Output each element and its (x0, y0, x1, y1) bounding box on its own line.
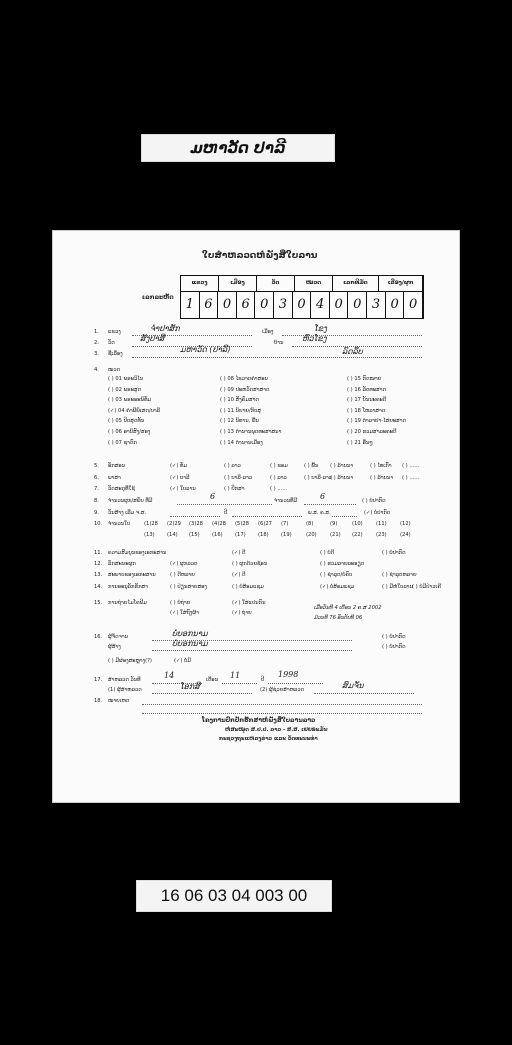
code-header: ເລກທີມັດ (333, 276, 379, 291)
field-number: 16. (94, 634, 103, 640)
code-digit: 6 (237, 292, 256, 318)
checkbox-option: ( ) ບໍ່ສ້ອມແຊມ (232, 584, 264, 590)
checkbox-option: ( ) ຂອມ (270, 463, 288, 469)
field-label: ອັກສອນ (108, 463, 126, 469)
checkbox-option: ( ) ບໍ່ມີປ່າວເຄີ (412, 584, 442, 590)
leaf-count-cell: (8) (306, 521, 314, 527)
leaf-count-cell: (23) (376, 532, 387, 538)
checkbox-option: ( ) ລາວ (270, 475, 287, 481)
checkbox-option: ( ) ມີຫໍໃບລານ (382, 584, 413, 590)
leaf-count-cell: (12) (400, 521, 411, 527)
leaf-count-cell: (16) (212, 532, 223, 538)
leaf-count-cell: (9) (330, 521, 338, 527)
checkbox-option: ( ) ໄທເກົ່າ (370, 463, 392, 469)
leaf-count-cell: (10) (352, 521, 363, 527)
checkbox-option: ( ) ບາລີ-ລາວ (224, 475, 253, 481)
era-label: ພ.ສ. ຄ.ສ. (308, 510, 331, 516)
category-option: ( ) 05 ປິດສູດທັນ (108, 418, 145, 425)
leaf-count-cell: (22) (352, 532, 363, 538)
scribe-label: ຜູ້ຈຶດຈານ (108, 634, 129, 640)
bundle-count-value: 6 (210, 492, 216, 501)
field-label: ວັດສະດຸທີ່ໃຊ້ (108, 486, 135, 492)
code-digit: 0 (330, 292, 349, 318)
leaf-count-cell: (2)29 (167, 521, 181, 527)
code-digit: 0 (349, 292, 368, 318)
footer-org: ໂຄງການປົກປັກຮັກສາຫໍພັງສືໃບລານລາວ (202, 717, 316, 724)
checkbox-option: ( ) ລ້ານນາ (330, 463, 354, 469)
remarks-label: ໝາຍເຫດ (108, 698, 130, 704)
story-title-value: ມຫາວັດ (ປາລີ) (180, 345, 231, 354)
code-digit: 0 (293, 292, 312, 318)
field-number: 7. (94, 486, 99, 492)
code-digit: 0 (386, 292, 405, 318)
checkbox-option: ( ) ...... (402, 463, 420, 469)
leaf-count-cell: (11) (376, 521, 387, 527)
field-label: ການຖ່າຍໄມໂຄຟີມ (108, 600, 147, 606)
field-number: 18. (94, 698, 103, 704)
code-digit: 4 (311, 292, 330, 318)
leaf-count-cell: (6)27 (258, 521, 272, 527)
field-number: 8. (94, 498, 99, 504)
category-option: (✓) 04 ຄຳພີພິເສດ/ບາລີ (108, 407, 161, 414)
story-title-label: ຊື່ເລື່ອງ (108, 351, 123, 357)
field-number: 14. (94, 584, 103, 590)
assistant-label: (2) ຜູ້ຊ່ວຍສຳຫລວດ (260, 687, 305, 693)
field-number: 15. (94, 600, 103, 606)
none-option: (✓) ບໍ່ມີ (174, 658, 191, 664)
checkbox-option: ( ) ...... (402, 475, 420, 481)
checkbox-option: (✓) ດີ (232, 550, 246, 556)
checkbox-option: ( ) ບໍ່ດີ (320, 550, 335, 556)
checkbox-option: ( ) ...... (270, 486, 288, 492)
category-option: ( ) 16 ລັດທະສາດ (347, 386, 387, 393)
leaf-count-cell: (3)28 (189, 521, 203, 527)
surveyor-signature: ໂອກສີ (180, 682, 200, 691)
category-option: ( ) 08 ໄຂວາດຄຳສອນ (220, 376, 268, 382)
temple-label: ວັດ (108, 340, 115, 346)
leaf-count-cell: (15) (189, 532, 200, 538)
checkbox-option: (✓) ບາລີ (170, 475, 190, 481)
field-number: 10. (94, 521, 103, 527)
checkbox-option: ( ) ດີຫລາຍ (170, 572, 195, 578)
month-label: ເດືອນ (206, 677, 219, 683)
checkbox-option: ( ) ບາລີ-ລາວ (304, 475, 333, 481)
category-option: ( ) 14 ຕຳນານເມືອງ (220, 439, 263, 446)
field-label: ລັກສະນະຜູກ (108, 561, 136, 567)
not-found-option: (✓) ບໍ່ປາກົດ (364, 510, 391, 516)
survey-month: 11 (230, 671, 241, 680)
not-found-option: ( ) ບໍ່ປາກົດ (382, 634, 406, 640)
creator-label: ຜູ້ສ້າງ (108, 644, 121, 650)
footer-ministry: ກະຊວງຖະແຫລງຂ່າວ ແລະ ວັດທະນະທຳ (219, 736, 318, 742)
checkbox-option: ( ) ພື້ນ (304, 463, 319, 469)
leaf-count-cell: (1)28 (144, 521, 158, 527)
present-count-value: 6 (320, 492, 326, 501)
survey-year: 1998 (278, 670, 299, 679)
code-label: ເລກລະຫັດ (142, 294, 174, 301)
microfilm-date: ເມື່ອວັນທີ 4 ເດືອນ 2 ຄ.ສ 2002 (314, 605, 382, 611)
checkbox-option: (✓) ຜູກລວດ (170, 561, 198, 567)
category-option: ( ) 07 ຊາດົກ (108, 439, 137, 446)
leaf-count-cell: (14) (167, 532, 178, 538)
leaf-count-cell: (24) (400, 532, 411, 538)
not-found-option: ( ) ບໍ່ປາກົດ (382, 644, 406, 650)
field-number: 1. (94, 329, 99, 335)
code-label-card: 16 06 03 04 003 00 (136, 880, 332, 912)
category-option: ( ) 20 ຮວມສາລະຄະດີ (347, 429, 397, 435)
category-label: ໝວດ (108, 367, 121, 373)
creation-date-label: ວັນສ້າງ ເລີ່ມ ຈ.ສ. (108, 510, 147, 516)
microfilm-reel: ມ້ວນທີ 76 ອັນດັບທີ 06 (314, 615, 363, 621)
leaf-count-cell: (7) (281, 521, 289, 527)
present-count-label: ຈຳນວນທີ່ມີ (274, 498, 298, 504)
creator-value: ບໍ່ບອກນາມ (172, 639, 208, 648)
checkbox-option: ( ) ບໍ່ຖ່າຍ (170, 600, 191, 606)
field-number: 4. (94, 367, 99, 373)
district-value: ໂຂງ (314, 324, 328, 333)
leaf-count-cell: (18) (258, 532, 269, 538)
category-option: ( ) 18 ໂຫລາສາດ (347, 407, 386, 414)
note-option: ( ) ມີຜ່ອງສະຫຼາງ(?) (108, 658, 152, 664)
field-number: 17. (94, 677, 103, 683)
field-label: ການອະນຸລັກຮັກສາ (108, 584, 148, 590)
not-found-option: ( ) ບໍ່ປາກົດ (362, 498, 386, 504)
leaf-count-cell: (13) (144, 532, 155, 538)
leaf-count-cell: (20) (306, 532, 317, 538)
temple-value: ສັງປາສີ (140, 334, 165, 343)
leaf-count-label: ຈຳນວນໃບ (108, 521, 131, 527)
code-digit: 0 (404, 292, 423, 318)
category-option: ( ) 06 ອານິສົງ/ສອງ (108, 429, 151, 435)
code-digit: 6 (200, 292, 219, 318)
checkbox-option: (✓) ຖ່າຍ (232, 610, 252, 616)
category-option: ( ) 17 ບັນນະຄະດີ (347, 397, 387, 404)
checkbox-option: (✓) ໃບລານ (170, 486, 196, 492)
code-header: ແຂວງ (181, 276, 219, 291)
checkbox-option: (✓) ໃສ່ຖົງຜ້າ (170, 610, 200, 616)
footer-library: ຫໍສະໝຸດ ສ.ປ.ປ. ລາວ - ສ.ສ. ເຢຍຣະມັນ (225, 727, 328, 733)
checkbox-option: (✓) ດີ (232, 572, 246, 578)
checkbox-option: ( ) ຊຳລຸດຫລາຍ (382, 572, 417, 578)
field-number: 9. (94, 510, 99, 516)
checkbox-option: (✓) ໃສ່ແປນກົນ (232, 600, 266, 606)
field-label: ພາສາ (108, 475, 121, 481)
code-header: ເລື່ອງ/ຜູກ (379, 276, 423, 291)
scribe-value: ບໍ່ບອກນາມ (172, 629, 208, 638)
code-digit: 3 (367, 292, 386, 318)
year-label: ປີ (261, 677, 265, 683)
category-option: ( ) 03 ພຣະອະພິທັມ (108, 397, 152, 404)
checkbox-option: ( ) ລ້ານນາ (370, 475, 394, 481)
code-header: ເມືອງ (219, 276, 257, 291)
surveyor-label: (1) ຜູ້ສຳຫລວດ (108, 687, 142, 693)
field-number: 11. (94, 550, 103, 556)
leaf-count-cell: (4)28 (212, 521, 226, 527)
assistant-signature: ສົມຈັນ (342, 681, 364, 690)
category-option: ( ) 09 ປະຫວັດສາສາດ (220, 386, 270, 393)
title-label-card: ມຫາວັດ ປາລີ (141, 134, 335, 162)
checkbox-option: ( ) ປຶກສາ (224, 486, 245, 492)
form-title: ໃບສຳຫລວດຫໍພັງສືໃບລານ (202, 251, 318, 261)
district-label: ເມືອງ (262, 329, 274, 335)
checkbox-option: ( ) ລ້ານນາ (330, 475, 354, 481)
bundle-count-label: ຈຳນວນຜູກ/ສພັບ ທີ່ມີ (108, 498, 153, 504)
category-option: ( ) 13 ຕຳນານພຸດທະສາສນາ (220, 429, 282, 435)
checkbox-option: ( ) ຜູກດ້ວຍຊ້ອນ (232, 561, 268, 567)
field-number: 3. (94, 351, 99, 357)
story-title-extra: ລົດລຶບ (342, 347, 363, 356)
checkbox-option: ( ) ບໍ່ປາກົດ (382, 550, 406, 556)
leaf-count-cell: (17) (235, 532, 246, 538)
code-table (180, 275, 424, 319)
field-number: 2. (94, 340, 99, 346)
category-option: ( ) 15 ກົດໝາຍ (347, 376, 382, 382)
checkbox-option: ( ) ຮວມລາຍລະອຽດ (320, 561, 365, 567)
village-label: ບ້ານ (274, 340, 284, 346)
category-option: ( ) 21 ອື່ນໆ (347, 439, 373, 446)
survey-form-sheet (52, 230, 460, 803)
code-digit: 3 (274, 292, 293, 318)
survey-day: 14 (164, 671, 175, 680)
code-header: ໝວດ (295, 276, 333, 291)
leaf-count-cell: (21) (330, 532, 341, 538)
village-value: ຫົວໂຂງ (302, 334, 327, 343)
field-number: 12. (94, 561, 103, 567)
code-digit: 0 (256, 292, 275, 318)
category-option: ( ) 11 ນິຍາຍ/ກິບສຸ (220, 407, 262, 414)
checkbox-option: ( ) ປ່ຽນສາຍສອງ (170, 584, 207, 590)
category-option: ( ) 01 ພຣະວິໄນ (108, 376, 144, 382)
category-option: ( ) 12 ນິທານ, ພື້ນ (220, 418, 259, 425)
code-header: ວັດ (257, 276, 295, 291)
field-number: 13. (94, 572, 103, 578)
field-label: ຄວາມສົມບູນຂອງເອກະສານ (108, 550, 167, 556)
field-number: 6. (94, 475, 99, 481)
code-digit: 1 (181, 292, 200, 318)
survey-date-label: ສຳຫລວດ ວັນທີ (108, 677, 141, 683)
leaf-count-cell: (5)28 (235, 521, 249, 527)
checkbox-option: (✓) ທັມ (170, 463, 188, 469)
category-option: ( ) 02 ພຣະສູດ (108, 386, 142, 393)
checkbox-option: ( ) ລາວ (224, 463, 241, 469)
year-label: ປີ (224, 510, 228, 516)
category-option: ( ) 19 ຕຳລາຢາ-ໄສຍະສາດ (347, 418, 407, 425)
province-value: ຈຳປາສັກ (150, 324, 180, 333)
leaf-count-cell: (19) (281, 532, 292, 538)
checkbox-option: ( ) ຊຳລຸດ/ບໍ່ຄົບ (320, 572, 353, 578)
field-number: 5. (94, 463, 99, 469)
province-label: ແຂວງ (108, 329, 121, 335)
checkbox-option: (✓) ບໍ່ສ້ອມແຊມ (320, 584, 355, 590)
field-label: ສະພາບຂອງເອກະສານ (108, 572, 156, 578)
code-digit: 0 (218, 292, 237, 318)
category-option: ( ) 10 ສັງຄົມສາດ (220, 397, 259, 404)
